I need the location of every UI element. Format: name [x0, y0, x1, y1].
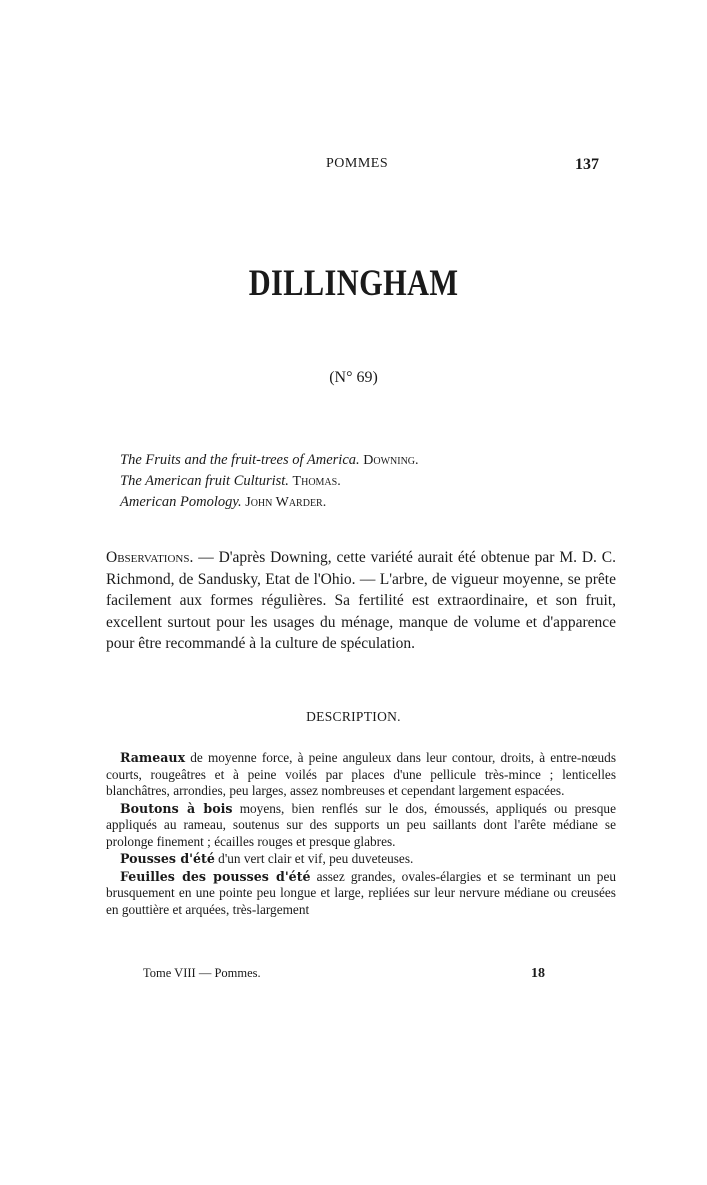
observations-label: Observations. — [106, 549, 194, 566]
description-heading: DESCRIPTION. — [306, 709, 401, 724]
page-footer — [0, 966, 707, 986]
variety-number: (N° 69) — [329, 369, 378, 386]
reference-work: American Pomology. — [120, 494, 242, 510]
footer-volume-label: Tome VIII — Pommes. — [143, 966, 261, 980]
description-paragraph — [106, 801, 616, 851]
footer-signature-number: 18 — [531, 966, 545, 981]
description-term: Feuilles des pousses d'été — [120, 868, 311, 884]
reference-author: Downing. — [363, 453, 419, 468]
description-paragraph — [106, 869, 616, 919]
bibliography-references — [120, 450, 590, 513]
reference-work: The American fruit Culturist. — [120, 473, 289, 489]
description-text: moyens, bien renflés sur le dos, émoussés, appliqués ou presque appliqués au rameau, soutenus sur des supports un peu saillants dont l'arête médiane se prolonge finement ; écailles rouges et presque glabres. — [106, 800, 616, 849]
observations-paragraph — [106, 547, 616, 655]
reference-line — [120, 471, 590, 492]
observations-text: — D'après Downing, cette variété aurait été obtenue par M. D. C. Richmond, de Sandusky, Etat de l'Ohio. — L'arbre, de vigueur moyenne, se prête facilement aux formes régulières. Sa fertilité est extraordinaire, et son fruit, excellent surtout pour les usages du ménage, manque de volume et d'apparence pour être recommandé à la culture de spéculation. — [106, 549, 616, 652]
reference-author: John Warder. — [245, 495, 327, 510]
reference-work: The Fruits and the fruit-trees of America. — [120, 452, 360, 468]
description-body — [106, 750, 616, 919]
description-paragraph — [106, 851, 616, 868]
description-paragraph — [106, 750, 616, 800]
description-text: de moyenne force, à peine anguleux dans leur contour, droits, à entre-nœuds courts, rougeâtres et à peine voilés par places d'une pellicule très-mince ; lenticelles blanchâtres, arrondies, peu larges, assez nombreuses et cependant largement espacées. — [106, 750, 616, 798]
reference-line — [120, 450, 590, 471]
running-head — [0, 156, 707, 176]
variety-title: DILLINGHAM — [248, 263, 459, 304]
running-title: POMMES — [326, 156, 389, 171]
description-text: d'un vert clair et vif, peu duveteuses. — [214, 851, 414, 866]
description-term: Pousses d'été — [120, 851, 215, 866]
description-text: assez grandes, ovales-élargies et se terminant un peu brusquement en une pointe peu longue et large, repliées sur leur nervure médiane ou creusées en gouttière et arquées, très-largement — [106, 868, 616, 917]
reference-line — [120, 492, 590, 513]
description-term: Boutons à bois — [120, 800, 233, 816]
reference-author: Thomas. — [292, 474, 341, 489]
description-term: Rameaux — [120, 750, 186, 765]
page-number: 137 — [575, 156, 599, 173]
